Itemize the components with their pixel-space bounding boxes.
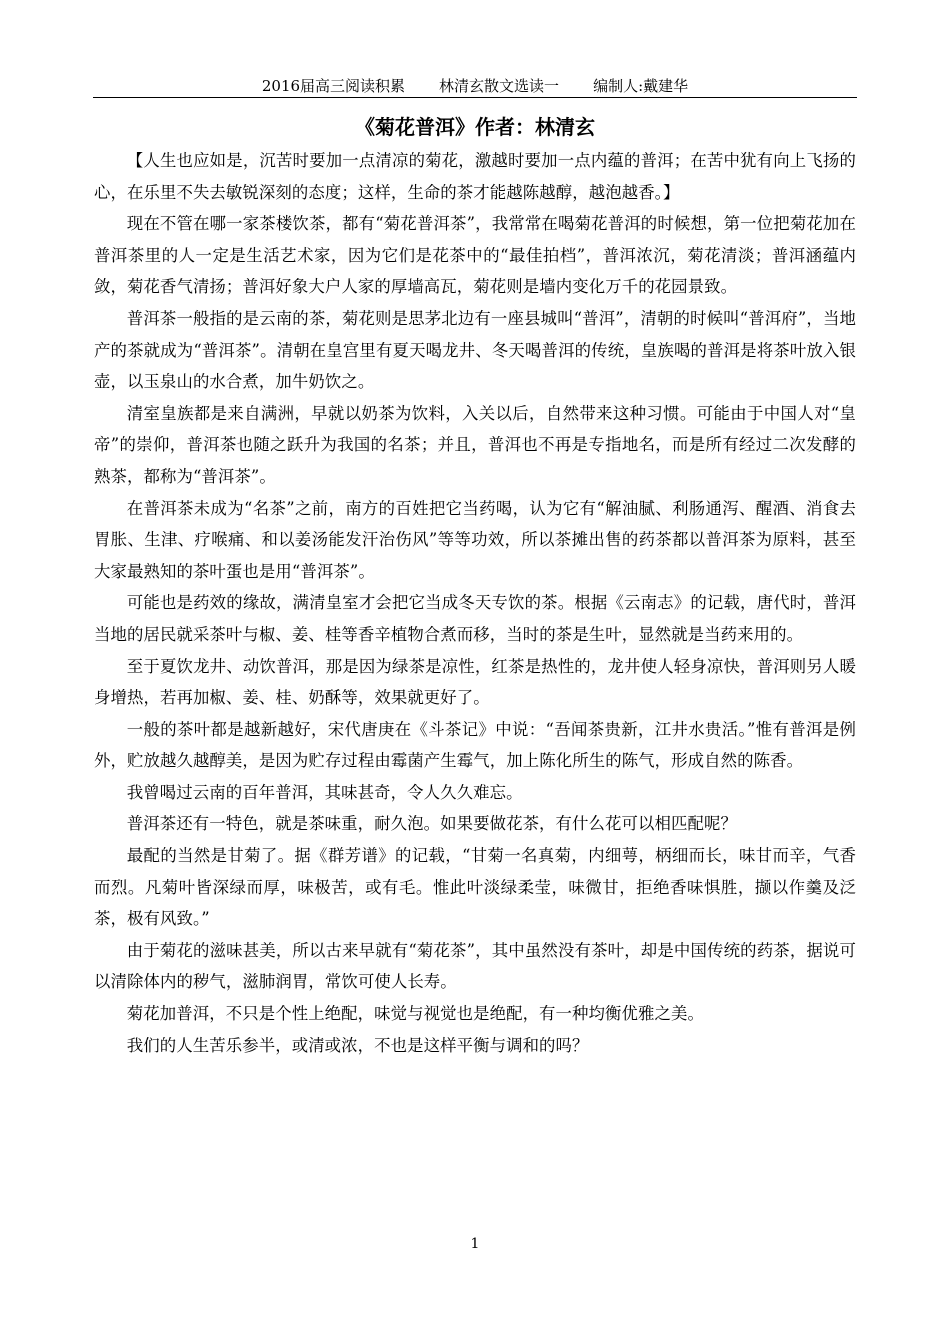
paragraph: 菊花加普洱，不只是个性上绝配，味觉与视觉也是绝配，有一种均衡优雅之美。 <box>126 1004 704 1024</box>
header-editor: 编制人:戴建华 <box>593 77 689 95</box>
header-series: 林清玄散文选读一 <box>439 77 560 95</box>
paragraph: 可能也是药效的缘故，满清皇室才会把它当成冬天专饮的茶。根据《云南志》的记载，唐代时，普洱当地的居民就采茶叶与椒、姜、桂等香辛植物合煮而移，当时的茶是生叶，显然就是当药来用的。 <box>94 593 856 644</box>
article-title: 《菊花普洱》作者：林清玄 <box>355 115 595 139</box>
paragraph: 最配的当然是甘菊了。据《群芳谱》的记载，“甘菊一名真菊，内细萼，柄细而长，味甘而辛，气香而烈。凡菊叶皆深绿而厚，味极苦，或有毛。惟此叶淡绿柔莹，味微甘，拒绝香味惧胜，撷以作羹及泛茶，极有风致。” <box>94 846 856 929</box>
paragraph: 我们的人生苦乐参半，或清或浓，不也是这样平衡与调和的吗？ <box>126 1035 589 1055</box>
paragraph: 至于夏饮龙井、动饮普洱，那是因为绿茶是凉性，红茶是热性的，龙井使人轻身凉快，普洱则另人暖身增热，若再加椒、姜、桂、奶酥等，效果就更好了。 <box>94 656 856 708</box>
paragraph: 在普洱茶未成为“名茶”之前，南方的百姓把它当药喝，认为它有“解油腻、利肠通泻、醒酒、消食去胃胀、生津、疗喉痛、和以姜汤能发汗治伤风”等等功效，所以茶摊出售的药茶都以普洱茶为原料，甚至大家最熟知的茶叶蛋也是用“普洱茶”。 <box>94 498 856 581</box>
header-grade: 2016届高三阅读积累 <box>261 77 406 95</box>
header-divider <box>93 97 857 98</box>
paragraph: 清室皇族都是来自满洲，早就以奶茶为饮料，入关以后，自然带来这种习惯。可能由于中国人对“皇帝”的崇仰，普洱茶也随之跃升为我国的名茶；并且，普洱也不再是专指地名，而是所有经过二次发酵的熟茶，都称为“普洱茶”。 <box>94 403 856 486</box>
paragraph: 一般的茶叶都是越新越好，宋代唐庚在《斗茶记》中说：“吾闻茶贵新，江井水贵活。”惟有普洱是例外，贮放越久越醇美，是因为贮存过程由霉菌产生霉气，加上陈化所生的陈气，形成自然的陈香。 <box>94 719 856 771</box>
paragraph: 现在不管在哪一家茶楼饮茶，都有“菊花普洱茶”，我常常在喝菊花普洱的时候想，第一位把菊花加在普洱茶里的人一定是生活艺术家，因为它们是花茶中的“最佳拍档”，普洱浓沉，菊花清淡；普洱涵蕴内敛，菊花香气清扬；普洱好象大户人家的厚墙高瓦，菊花则是墙内变化万千的花园景致。 <box>94 214 856 297</box>
article-body <box>94 145 856 1061</box>
paragraph: 我曾喝过云南的百年普洱，其味甚奇，令人久久难忘。 <box>126 782 523 802</box>
page-header <box>94 76 856 98</box>
page-number: 1 <box>470 1236 480 1252</box>
paragraph: 普洱茶还有一特色，就是茶味重，耐久泡。如果要做花茶，有什么花可以相匹配呢？ <box>126 814 737 834</box>
paragraph: 由于菊花的滋味甚美，所以古来早就有“菊花茶”，其中虽然没有茶叶，却是中国传统的药茶，据说可以清除体内的秽气，滋肺润胃，常饮可使人长寿。 <box>94 940 856 992</box>
paragraph: 普洱茶一般指的是云南的茶，菊花则是思茅北边有一座县城叫“普洱”，清朝的时候叫“普洱府”，当地产的茶就成为“普洱茶”。清朝在皇宫里有夏天喝龙井、冬天喝普洱的传统，皇族喝的普洱是将茶叶放入银壶，以玉泉山的水合煮，加牛奶饮之。 <box>94 308 856 392</box>
article-intro: 【人生也应如是，沉苦时要加一点清凉的菊花，激越时要加一点内蕴的普洱；在苦中犹有向上飞扬的心，在乐里不失去敏锐深刻的态度；这样，生命的茶才能越陈越醇，越泡越香。】 <box>94 151 856 202</box>
